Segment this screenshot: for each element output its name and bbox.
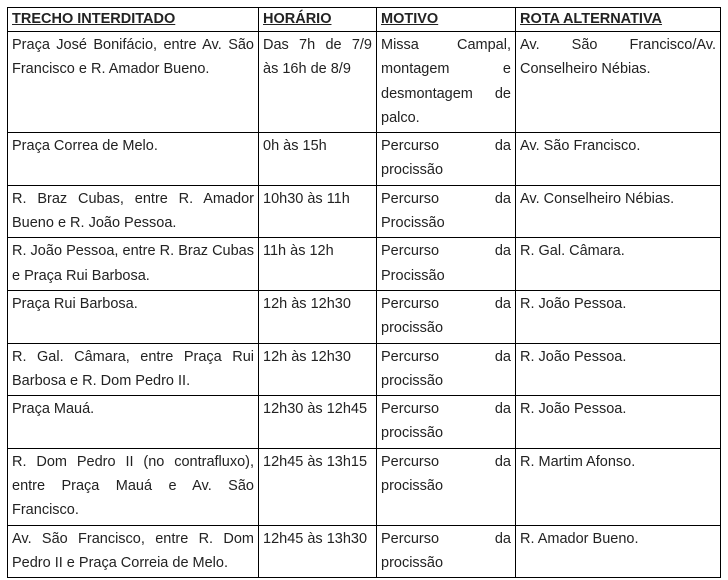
cell-horario: 12h às 12h30 [259,290,377,343]
header-rota: ROTA ALTERNATIVA [516,8,721,32]
cell-motivo: Percurso da Procissão [377,185,516,238]
cell-rota: R. João Pessoa. [516,343,721,396]
table-row [8,185,721,238]
cell-horario: 12h45 às 13h30 [259,525,377,578]
cell-trecho: Praça Correa de Melo. [8,133,259,186]
cell-rota: R. João Pessoa. [516,396,721,449]
cell-horario: 0h às 15h [259,133,377,186]
cell-motivo: Percurso da procissão [377,290,516,343]
cell-horario: Das 7h de 7/9 às 16h de 8/9 [259,32,377,133]
cell-rota: R. Martim Afonso. [516,448,721,525]
table-row [8,290,721,343]
table-row [8,343,721,396]
header-row [8,8,721,32]
table-row [8,133,721,186]
table-row [8,448,721,525]
cell-rota: Av. São Francisco. [516,133,721,186]
header-trecho: TRECHO INTERDITADO [8,8,259,32]
header-horario: HORÁRIO [259,8,377,32]
cell-rota: R. João Pessoa. [516,290,721,343]
cell-motivo: Missa Campal, montagem e desmontagem de palco. [377,32,516,133]
cell-motivo: Percurso da procissão [377,133,516,186]
cell-horario: 12h às 12h30 [259,343,377,396]
cell-rota: R. Gal. Câmara. [516,238,721,291]
cell-trecho: Av. São Francisco, entre R. Dom Pedro II e Praça Correia de Melo. [8,525,259,578]
cell-trecho: R. Dom Pedro II (no contrafluxo), entre Praça Mauá e Av. São Francisco. [8,448,259,525]
cell-rota: R. Amador Bueno. [516,525,721,578]
cell-motivo: Percurso da procissão [377,343,516,396]
cell-motivo: Percurso da procissão [377,525,516,578]
cell-horario: 11h às 12h [259,238,377,291]
cell-trecho: Praça Mauá. [8,396,259,449]
cell-trecho: R. Gal. Câmara, entre Praça Rui Barbosa e R. Dom Pedro II. [8,343,259,396]
cell-horario: 12h45 às 13h15 [259,448,377,525]
table-row [8,32,721,133]
cell-trecho: R. João Pessoa, entre R. Braz Cubas e Praça Rui Barbosa. [8,238,259,291]
cell-motivo: Percurso da procissão [377,396,516,449]
cell-trecho: R. Braz Cubas, entre R. Amador Bueno e R. João Pessoa. [8,185,259,238]
interdictions-table [7,7,721,578]
cell-horario: 12h30 às 12h45 [259,396,377,449]
cell-rota: Av. Conselheiro Nébias. [516,185,721,238]
cell-motivo: Percurso da Procissão [377,238,516,291]
table-row [8,525,721,578]
table-row [8,238,721,291]
cell-motivo: Percurso da procissão [377,448,516,525]
cell-horario: 10h30 às 11h [259,185,377,238]
cell-trecho: Praça Rui Barbosa. [8,290,259,343]
cell-trecho: Praça José Bonifácio, entre Av. São Francisco e R. Amador Bueno. [8,32,259,133]
table-row [8,396,721,449]
header-motivo: MOTIVO [377,8,516,32]
cell-rota: Av. São Francisco/Av. Conselheiro Nébias. [516,32,721,133]
